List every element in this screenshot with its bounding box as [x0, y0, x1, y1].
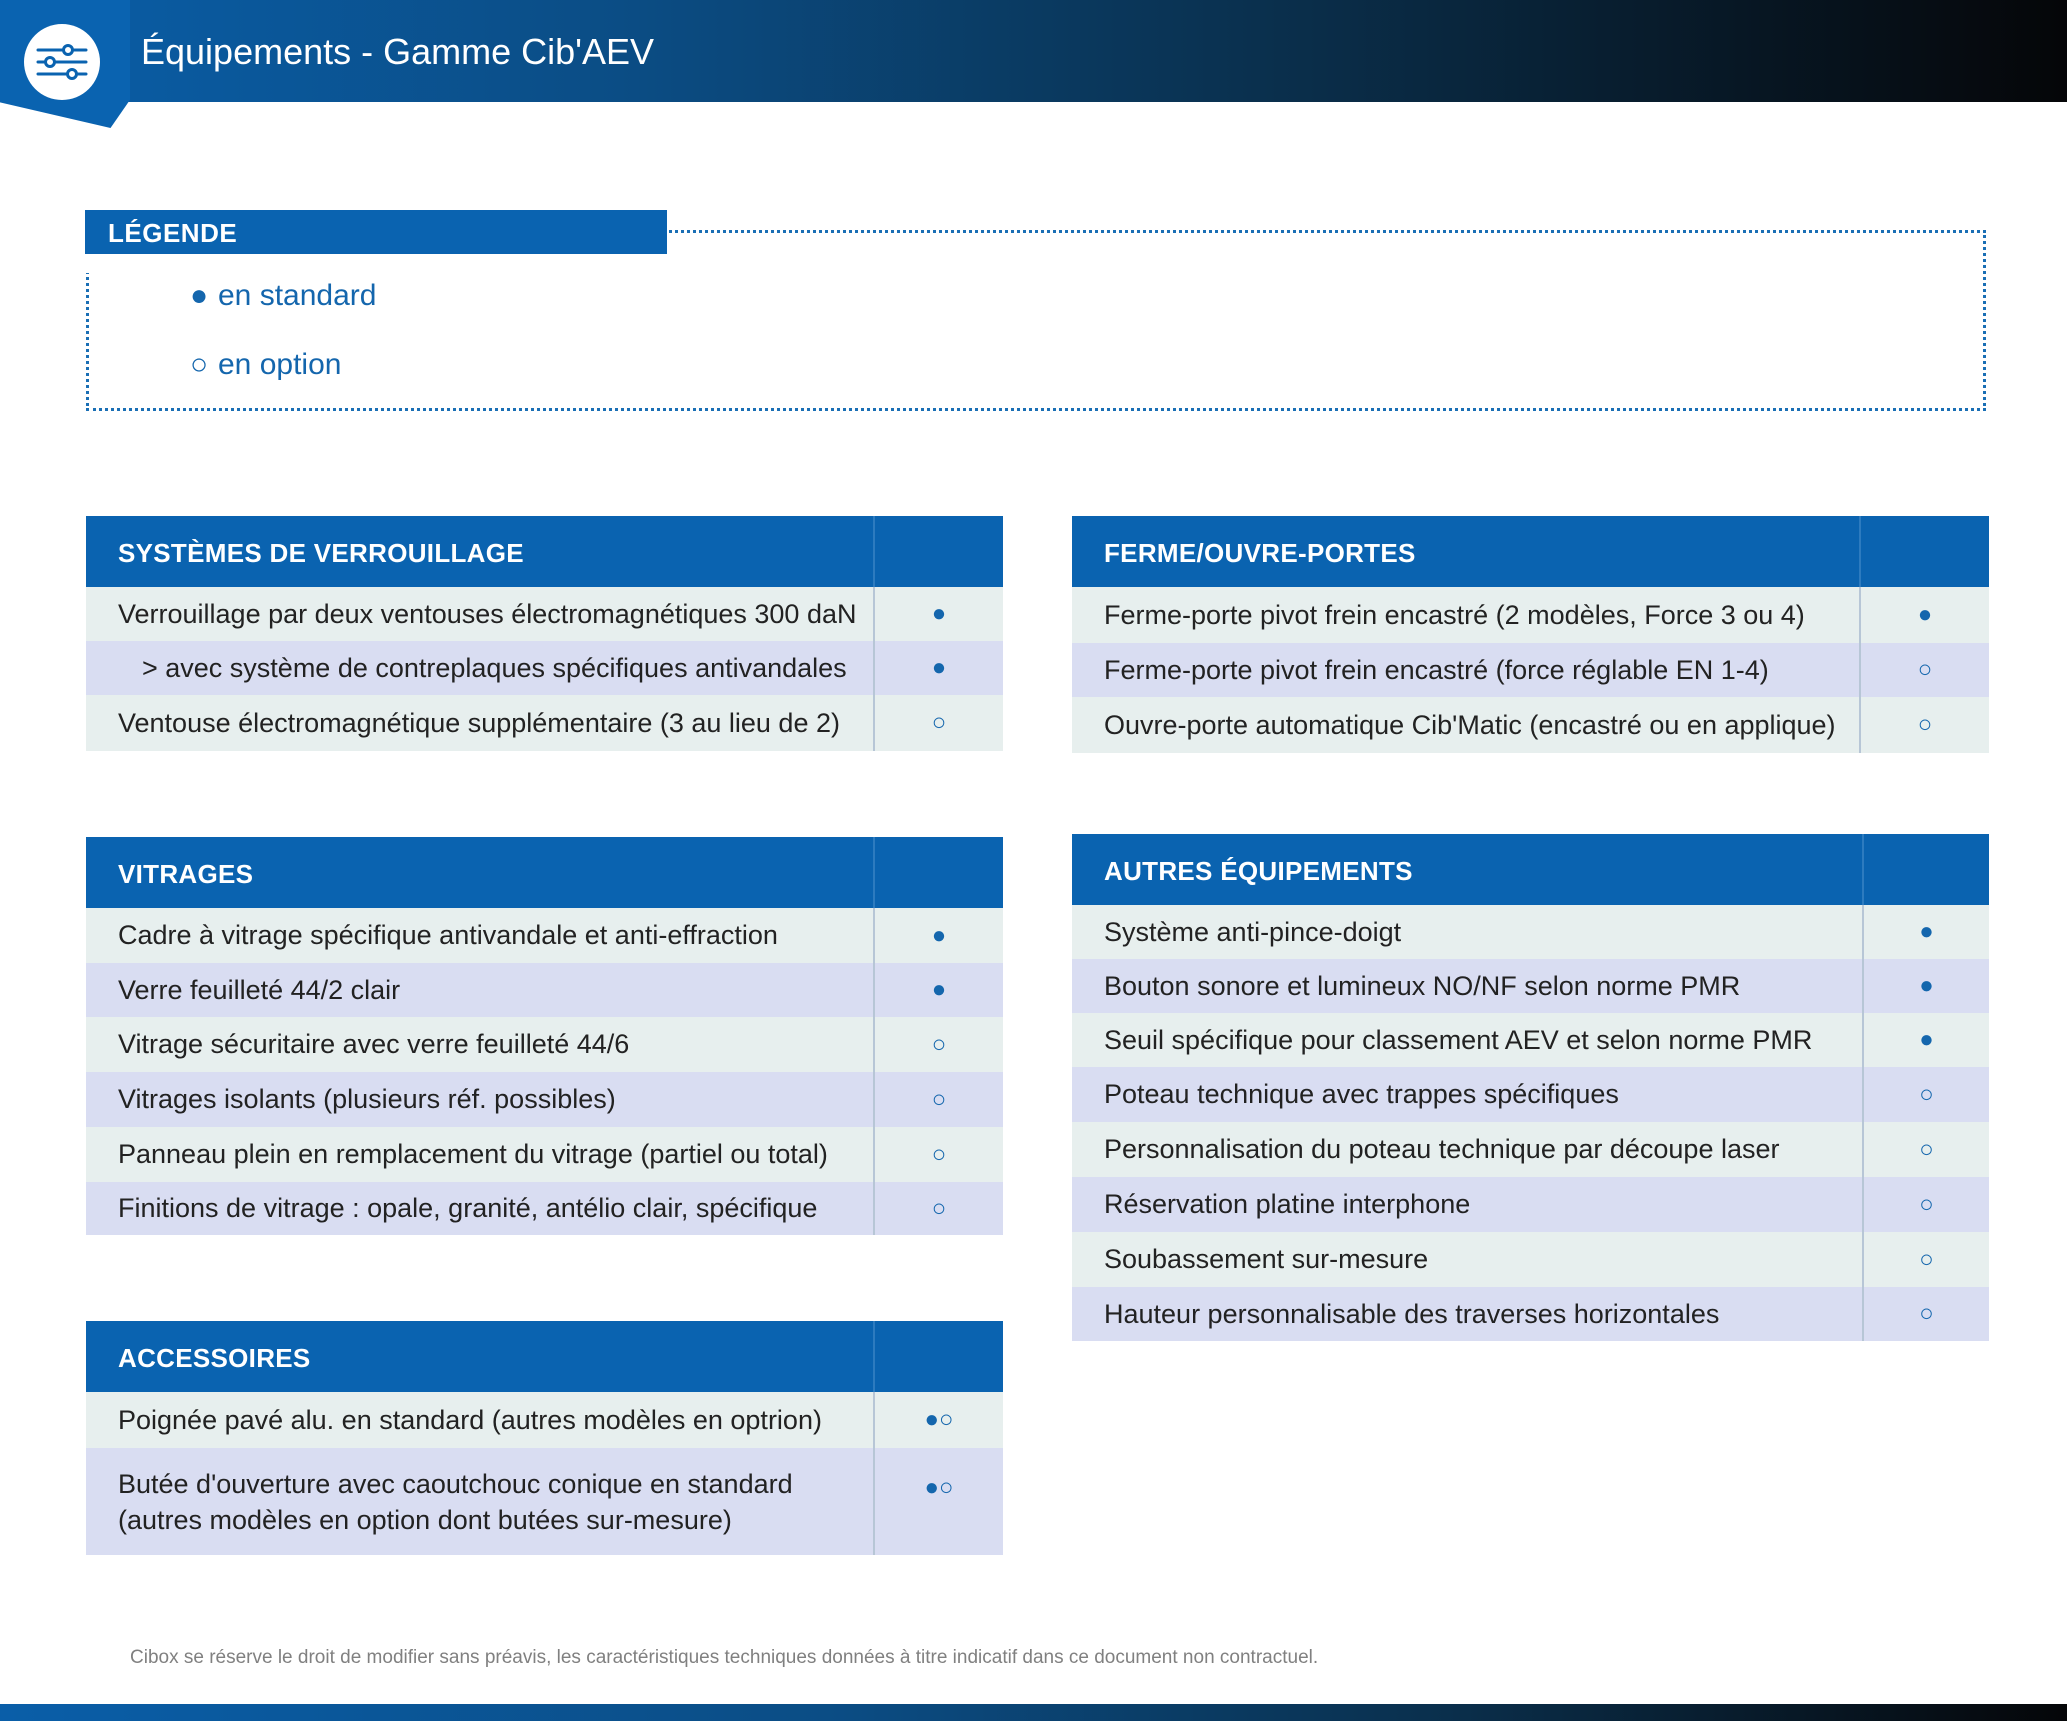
page-title: Équipements - Gamme Cib'AEV — [141, 31, 655, 72]
row-label: Réservation platine interphone — [1104, 1189, 1471, 1219]
legend-item-option — [190, 348, 341, 382]
row-label: Poignée pavé alu. en standard (autres modèles en optrion) — [118, 1404, 822, 1435]
row-label: Ouvre-porte automatique Cib'Matic (encastré ou en applique) — [1104, 709, 1836, 740]
table-title: AUTRES ÉQUIPEMENTS — [1072, 834, 1989, 905]
row-label: > avec système de contreplaques spécifiques antivandales — [142, 652, 847, 683]
row-value: ○ — [1862, 1122, 1989, 1177]
row-label: Personnalisation du poteau technique par découpe laser — [1104, 1134, 1780, 1164]
row-label: Verrouillage par deux ventouses électromagnétiques 300 daN — [118, 598, 857, 629]
filled-dot-icon: ● — [190, 279, 209, 312]
row-label — [86, 1448, 793, 1555]
table-title: FERME/OUVRE-PORTES — [1072, 516, 1989, 587]
row-value: ○ — [1862, 1177, 1989, 1232]
table-row — [1072, 1013, 1989, 1067]
table-title: VITRAGES — [86, 837, 1003, 908]
table-row — [86, 1182, 1003, 1235]
footer-bar — [0, 1704, 2067, 1721]
row-label: Hauteur personnalisable des traverses horizontales — [1104, 1298, 1720, 1329]
table-row — [86, 1127, 1003, 1182]
row-label: Bouton sonore et lumineux NO/NF selon norme PMR — [1104, 970, 1741, 1001]
row-label: Soubassement sur-mesure — [1104, 1244, 1429, 1274]
footnote: Cibox se réserve le droit de modifier sans préavis, les caractéristiques techniques données à titre indicatif dans ce document non contractuel. — [130, 1647, 1319, 1668]
row-label: Poteau technique avec trappes spécifiques — [1104, 1079, 1619, 1109]
legend-title: LÉGENDE — [85, 210, 667, 254]
row-value: ● — [873, 908, 1003, 963]
table-row — [1072, 587, 1989, 643]
table-row — [1072, 959, 1989, 1013]
table-row — [1072, 1287, 1989, 1341]
row-value: ○ — [1862, 1232, 1989, 1287]
table-row — [86, 1392, 1003, 1448]
row-value: ● — [873, 641, 1003, 695]
row-value: ● — [1862, 959, 1989, 1013]
row-value: ● — [1862, 905, 1989, 959]
row-label-line-1: Butée d'ouverture avec caoutchouc conique en standard — [118, 1468, 793, 1499]
row-value: ○ — [873, 1182, 1003, 1235]
header-divider — [873, 1321, 875, 1392]
row-label: Seuil spécifique pour classement AEV et selon norme PMR — [1104, 1024, 1813, 1055]
row-label-line-2: (autres modèles en option dont butées sur-mesure) — [118, 1504, 732, 1535]
row-value: ● — [873, 587, 1003, 641]
row-value: ●○ — [873, 1392, 1003, 1448]
table-row — [1072, 1122, 1989, 1177]
header-divider — [1862, 834, 1864, 905]
row-value: ○ — [873, 695, 1003, 751]
header-divider — [873, 837, 875, 908]
table-row — [1072, 1067, 1989, 1122]
row-label: Ferme-porte pivot frein encastré (force réglable EN 1-4) — [1104, 654, 1769, 685]
empty-circle-icon: ○ — [190, 348, 209, 381]
row-value: ● — [1859, 587, 1989, 643]
row-value: ● — [1862, 1013, 1989, 1067]
row-value: ● — [873, 963, 1003, 1017]
legend-label: en option — [218, 348, 342, 381]
row-value: ●○ — [873, 1448, 1003, 1555]
row-value: ○ — [873, 1127, 1003, 1182]
table-row — [1072, 697, 1989, 753]
row-label: Ferme-porte pivot frein encastré (2 modèles, Force 3 ou 4) — [1104, 599, 1805, 630]
table-row — [86, 695, 1003, 751]
row-label: Ventouse électromagnétique supplémentaire (3 au lieu de 2) — [118, 707, 840, 738]
legend-item-standard — [190, 279, 376, 313]
table-row — [1072, 643, 1989, 697]
table-row — [86, 1448, 1003, 1555]
row-label: Vitrage sécuritaire avec verre feuilleté 44/6 — [118, 1029, 630, 1059]
table-row — [86, 1072, 1003, 1127]
table-row — [1072, 1177, 1989, 1232]
table-row — [86, 587, 1003, 641]
row-label: Finitions de vitrage : opale, granité, antélio clair, spécifique — [118, 1193, 818, 1223]
row-label: Vitrages isolants (plusieurs réf. possibles) — [118, 1084, 616, 1114]
row-label: Panneau plein en remplacement du vitrage (partiel ou total) — [118, 1139, 828, 1169]
table-row — [1072, 905, 1989, 959]
table-row — [86, 1017, 1003, 1072]
table-row — [86, 963, 1003, 1017]
table-row — [86, 908, 1003, 963]
row-label: Cadre à vitrage spécifique antivandale et anti-effraction — [118, 920, 778, 950]
table-row — [86, 641, 1003, 695]
header-divider — [1859, 516, 1861, 587]
table-title: ACCESSOIRES — [86, 1321, 1003, 1392]
row-value: ○ — [873, 1017, 1003, 1072]
row-value: ○ — [1859, 697, 1989, 753]
table-row — [1072, 1232, 1989, 1287]
row-value: ○ — [1862, 1287, 1989, 1341]
row-value: ○ — [873, 1072, 1003, 1127]
legend-label: en standard — [218, 279, 377, 312]
row-label: Verre feuilleté 44/2 clair — [118, 974, 401, 1005]
sliders-icon — [24, 24, 100, 100]
row-value: ○ — [1862, 1067, 1989, 1122]
row-label: Système anti-pince-doigt — [1104, 916, 1402, 947]
table-title: SYSTÈMES DE VERROUILLAGE — [86, 516, 1003, 587]
header-divider — [873, 516, 875, 587]
row-value: ○ — [1859, 643, 1989, 697]
